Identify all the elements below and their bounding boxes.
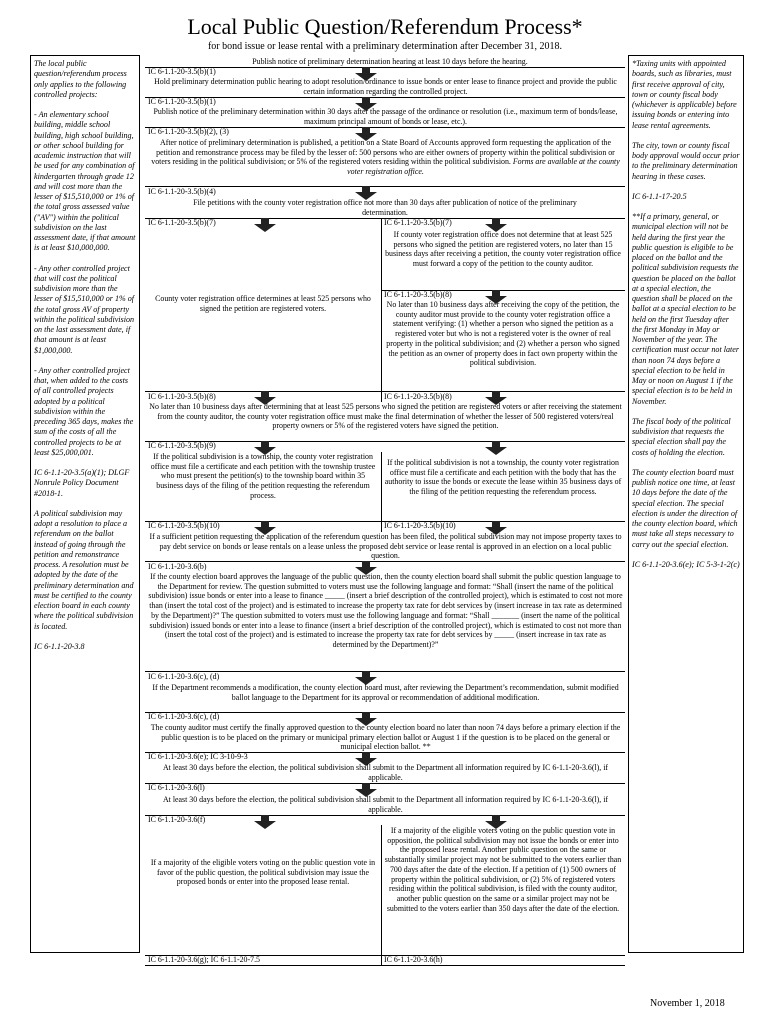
step-submit-info: At least 30 days before the election, the political subdivision shall submit to the Department all information required by IC 6-1.1-20-3.6(l), if applicable. (162, 763, 609, 782)
citation: IC 6-1.1-20-3.5(b)(8) (148, 392, 216, 401)
left-sidebar-other-projects: - Any other controlled project that will cost the political subdivision more than the lesser of $15,510,000 or 1% of the total gross AV of property within the political subdivision on the last assessment date, if that amount is at least $1,000,000. (34, 263, 135, 355)
left-sidebar-school-projects: - An elementary school building, middle school building, high school building, or other school building for academic instruction that will be used for any combination of kindergarten through grade 12 and will cost more than the lesser of $15,510,000 or 1% of the total gross assessed value ("AV") within the political subdivision on the last assessment date, if that amount is at least $10,000,000. (34, 110, 136, 253)
column-divider (381, 452, 382, 532)
citation: IC 6-1.1-20-3.6(h) (384, 955, 443, 964)
left-sidebar-citation: IC 6-1.1-20-3.5(a)(1); DLGF Nonrule Policy Document #2018-1. (34, 468, 130, 498)
right-sidebar (628, 55, 744, 953)
citation: IC 6-1.1-20-3.6(f) (148, 815, 206, 824)
footer-date: November 1, 2018 (650, 998, 725, 1009)
left-sidebar-citation-2: IC 6-1.1-20-3.8 (34, 641, 85, 651)
divider (145, 97, 625, 98)
step-sufficient-petition: If a sufficient petition requesting the application of the referendum question has been filed, the political subdivision may not impose property taxes to pay debt service on bonds or lease rentals on a lease unless the proposed debt service or lease rental is approved in an election on a local public question. (149, 532, 622, 561)
step-preliminary-hearing: Hold preliminary determination public hearing to adopt resolution/ordinance to issue bonds or enter lease to finance project and provide the public certain information regarding the controlled project. (154, 77, 617, 96)
left-sidebar (30, 55, 140, 953)
step-question-language: If the county election board approves the language of the public question, then the county election board shall submit the public question language to the Department for review. The question submitted to voters must use the following language and format: “Shall (insert the name of the political subdivision) issue bonds or enter into a lease to finance _____ (insert a brief description of the controlled project), which is estimated to cost not more than (insert the total cost of the project) and is estimated to increase the property tax rate for debt services by (insert increase in tax rate as determined by the Department)?” The question submitted to voters must use the following language and format: “Shall _______ (insert the name of the political subdivision) issued bonds or enter into a lease to finance (insert a brief description of the controlled project), which is estimated to cost not more than (insert the total cost of the project) and is estimated to increase the property tax rate for debt services by _____ (insert increase in tax rate as determined by the Department)?” (148, 572, 623, 649)
step-525-verified: County voter registration office determines at least 525 persons who signed the petition are registered voters. (155, 294, 371, 313)
citation: IC 6-1.1-20-3.6(b) (148, 562, 207, 571)
divider (145, 186, 625, 187)
citation: IC 6-1.1-20-3.6(c), (d) (148, 672, 220, 681)
step-non-township-filing: If the political subdivision is not a township, the county voter registration office must file a certificate and each petition with the body that has the authority to issue the bonds or execute the lease within 35 business days of the filing of the petition requesting the referendum process. (384, 458, 622, 497)
step-township-filing: If the political subdivision is a township, the county voter registration office must file a certificate and each petition with the township trustee who must present the petition(s) to the township board within 35 business days of the filing of the petition requesting the referendum process. (150, 452, 376, 500)
step-file-petitions: File petitions with the county voter registration office not more than 30 days after publication of notice of the preliminary determination. (193, 198, 577, 217)
page-title: Local Public Question/Referendum Process* (187, 14, 583, 39)
citation: IC 6-1.1-20-3.6(g); IC 6-1.1-20-7.5 (148, 955, 260, 964)
step-final-determination: No later than 10 business days after determining that at least 525 persons who signed the petition are registered voters or after receiving the statement from the county auditor, the county voter registration office must make the final determination of whether the lesser of 500 registered voters/real property owners or 5% of the registered voters have signed the petition. (149, 402, 622, 431)
step-publish-hearing-notice: Publish notice of preliminary determination hearing at least 10 days before the hearing. (252, 57, 528, 66)
citation: IC 6-1.1-20-3.6(c), (d) (148, 712, 220, 721)
step-auditor-statement: No later than 10 business days after receiving the copy of the petition, the county auditor must provide to the county voter registration office a statement verifying: (1) whether a person who signed the petition as a registered voter but who is not a registered voter is the owner of real property in the political subdivision; and (2) whether a person who signed the petition as an owner of property does in fact own property within the political subdivision. (386, 300, 620, 368)
step-department-modification: If the Department recommends a modification, the county election board must, after reviewing the Department’s recommendation, submit modified ballot language to the Department for its approval or recommendation of additional modification. (152, 683, 619, 702)
step-petition-forms-note: Forms are available at the county voter registration office. (347, 157, 620, 177)
citation: IC 6-1.1-20-3.5(b)(9) (148, 441, 216, 450)
page-subtitle: for bond issue or lease rental with a preliminary determination after December 31, 2018. (207, 41, 563, 52)
step-petition-filing (148, 138, 623, 177)
citation: IC 6-1.1-20-3.5(b)(2), (3) (148, 127, 229, 136)
column-divider (381, 218, 382, 402)
step-outcome-opposition: If a majority of the eligible voters voting on the public question vote in opposition, the political subdivision may not issue the bonds or enter into the proposed lease rental. Another public question on the same or substantially similar project may not be submitted to the voters earlier than 700 days after the date of the election. If a petition of (1) 500 owners of property within the political subdivision, or (2) 5% of registered voters residing within the political subdivision, is filed with the county auditor, another public question on the same or a similar project may not be submitted to the voters earlier than 350 days after the date of the election. (384, 826, 622, 913)
left-sidebar-cumulative-projects: - Any other controlled project that, when added to the costs of all controlled projects adopted by a political subdivision within the preceding 365 days, makes the sum of the costs of all the controlled projects to be at least $25,000,001. (34, 365, 134, 457)
citation: IC 6-1.1-20-3.5(b)(10) (384, 521, 456, 530)
right-sidebar-special-election: **If a primary, general, or municipal election will not be held during the first year the public question is eligible to be placed on the ballot and the political subdivision requests the question be placed on the ballot at a special election, the question shall be placed on the ballot at a special election to be held on the first Tuesday after the first Monday in May or November of the year. The certification must occur not later than noon 74 days before a special election to be held in May or noon on August 1 if the special election is to be held in November. (632, 212, 740, 406)
left-sidebar-intro: The local public question/referendum process only applies to the following controlled projects: (34, 59, 127, 99)
right-sidebar-election-costs: The fiscal body of the political subdivision that requests the special election shall pay the costs of holding the election. (632, 416, 731, 457)
column-divider (381, 825, 382, 965)
citation: IC 6-1.1-20-3.5(b)(1) (148, 97, 216, 106)
step-publish-determination: Publish notice of the preliminary determination within 30 days after the passage of the ordinance or resolution (i.e., maximum term of bonds/lease, maximum principal amount of bonds or lease, etc.). (153, 107, 618, 126)
right-sidebar-election-notice: The county election board must publish notice one time, at least 10 days before the date of the special election. The special election is under the direction of the county election board, which must take all steps necessary to carry out the special election. (632, 467, 738, 549)
left-sidebar-resolution: A political subdivision may adopt a resolution to place a referendum on the ballot instead of going through the petition and remonstrance process. A resolution must be adopted by the date of the preliminary determination and must be certified to the county election board in each county where the political subdivision is located. (34, 508, 134, 631)
citation: IC 6-1.1-20-3.5(b)(4) (148, 187, 216, 196)
step-auditor-certify: The county auditor must certify the finally approved question to the county election board no later than noon 74 days before a primary election if the public question is to be placed on the primary or municipal primary election ballot or August 1 if the question is to be placed on the general or municipal election ballot. ** (150, 723, 621, 752)
right-sidebar-citation-2: IC 6-1.1-20-3.6(e); IC 5-3-1-2(c) (632, 559, 740, 569)
right-sidebar-citation: IC 6-1.1-17-20.5 (632, 191, 687, 201)
step-outcome-favor: If a majority of the eligible voters voting on the public question vote in favor of the public question, the political subdivision may issue the proposed bonds or enter into the proposed lease rental. (150, 858, 376, 887)
down-arrow-icon (254, 815, 276, 829)
citation: IC 6-1.1-20-3.6(e); IC 3-10-9-3 (148, 752, 248, 761)
down-arrow-icon (254, 218, 276, 232)
right-sidebar-appointed-boards: *Taxing units with appointed boards, such as libraries, must first receive approval of city, town or county fiscal body (whichever is applicable) before issuing bonds or entering into lease rental agreements. (632, 59, 737, 130)
citation: IC 6-1.1-20-3.5(b)(10) (148, 521, 220, 530)
down-arrow-icon (485, 441, 507, 455)
step-petition-text: After notice of preliminary determination is published, a petition on a State Board of Accounts approved form requesting the application of the petition and remonstrance process may be filed by the lesser of: 500 persons who are either owners of property within the political subdivision or voters residing in the political subdivision; or 5% of the registered voters residing within the political subdivision. (151, 138, 615, 167)
divider (145, 783, 625, 784)
citation: IC 6-1.1-20-3.6(l) (148, 783, 205, 792)
citation: IC 6-1.1-20-3.5(b)(7) (384, 218, 452, 227)
divider (145, 67, 625, 68)
citation: IC 6-1.1-20-3.5(b)(7) (148, 218, 216, 227)
citation: IC 6-1.1-20-3.5(b)(8) (384, 392, 452, 401)
right-sidebar-fiscal-approval: The city, town or county fiscal body approval would occur prior to the preliminary determination hearing in these cases. (632, 140, 740, 181)
step-forward-to-auditor: If county voter registration office does not determine that at least 525 persons who signed the petition are registered voters, no later than 15 business days after receiving a petition, the county voter registration office must forward a copy of the petition to the county auditor. (385, 230, 621, 269)
divider (145, 441, 625, 442)
divider (145, 965, 625, 966)
citation: IC 6-1.1-20-3.5(b)(1) (148, 67, 216, 76)
step-submit-info-2: At least 30 days before the election, the political subdivision shall submit to the Department all information required by IC 6-1.1-20-3.6(l), if applicable. (162, 795, 609, 814)
citation: IC 6-1.1-20-3.5(b)(8) (384, 290, 452, 299)
divider (145, 561, 625, 562)
divider (145, 815, 625, 816)
